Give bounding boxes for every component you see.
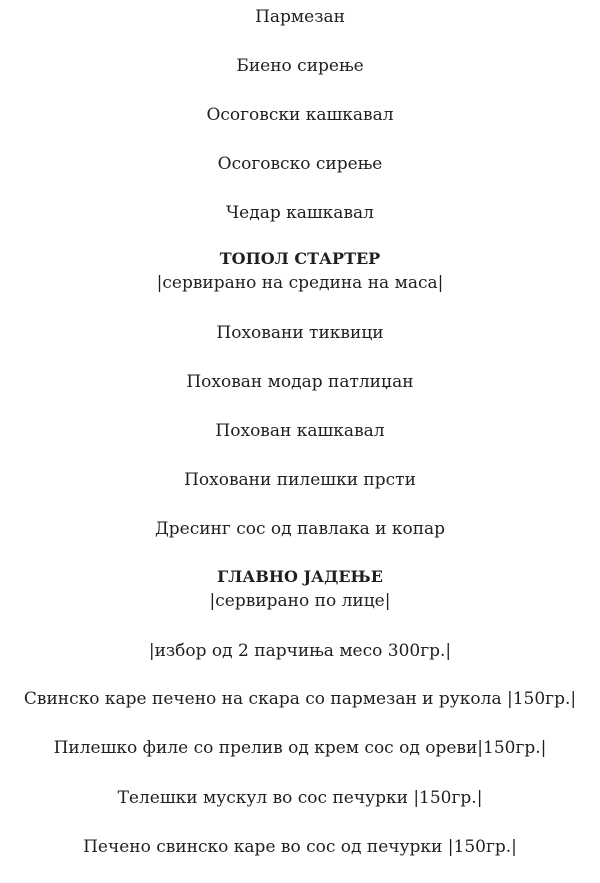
cheese-item-brie: Биено сирење <box>236 56 364 76</box>
main-item: Пилешко филе со прелив од крем сос од ореви|150гр.| <box>53 738 547 758</box>
starter-item: Поховани тиквици <box>216 323 384 343</box>
main-item: Свинско каре печено на скара со пармезан и рукола |150гр.| <box>23 689 577 709</box>
starter-item: Поховани пилешки прсти <box>184 470 416 490</box>
cheese-item-cheddar: Чедар кашкавал <box>226 203 374 223</box>
section-note-main-course: |сервирано по лице| <box>209 591 391 611</box>
starter-item: Дресинг сос од павлака и копар <box>154 519 446 539</box>
cheese-item-osogovo-cheese: Осоговско сирење <box>217 154 383 174</box>
cheese-item-parmesan: Пармезан <box>255 7 345 27</box>
section-title-hot-starter: ТОПОЛ СТАРТЕР <box>219 249 381 268</box>
starter-item: Похован кашкавал <box>215 421 385 441</box>
cheese-item-osogovo-kashkaval: Осоговски кашкавал <box>206 105 394 125</box>
section-note-hot-starter: |сервирано на средина на маса| <box>156 273 444 293</box>
main-course-choice: |избор од 2 парчиња месо 300гр.| <box>148 641 452 661</box>
starter-item: Похован модар патлиџан <box>186 372 414 392</box>
section-title-main-course: ГЛАВНО ЈАДЕЊЕ <box>217 567 383 586</box>
main-item: Телешки мускул во сос печурки |150гр.| <box>117 788 483 808</box>
main-item: Печено свинско каре во сос од печурки |150гр.| <box>83 837 517 857</box>
